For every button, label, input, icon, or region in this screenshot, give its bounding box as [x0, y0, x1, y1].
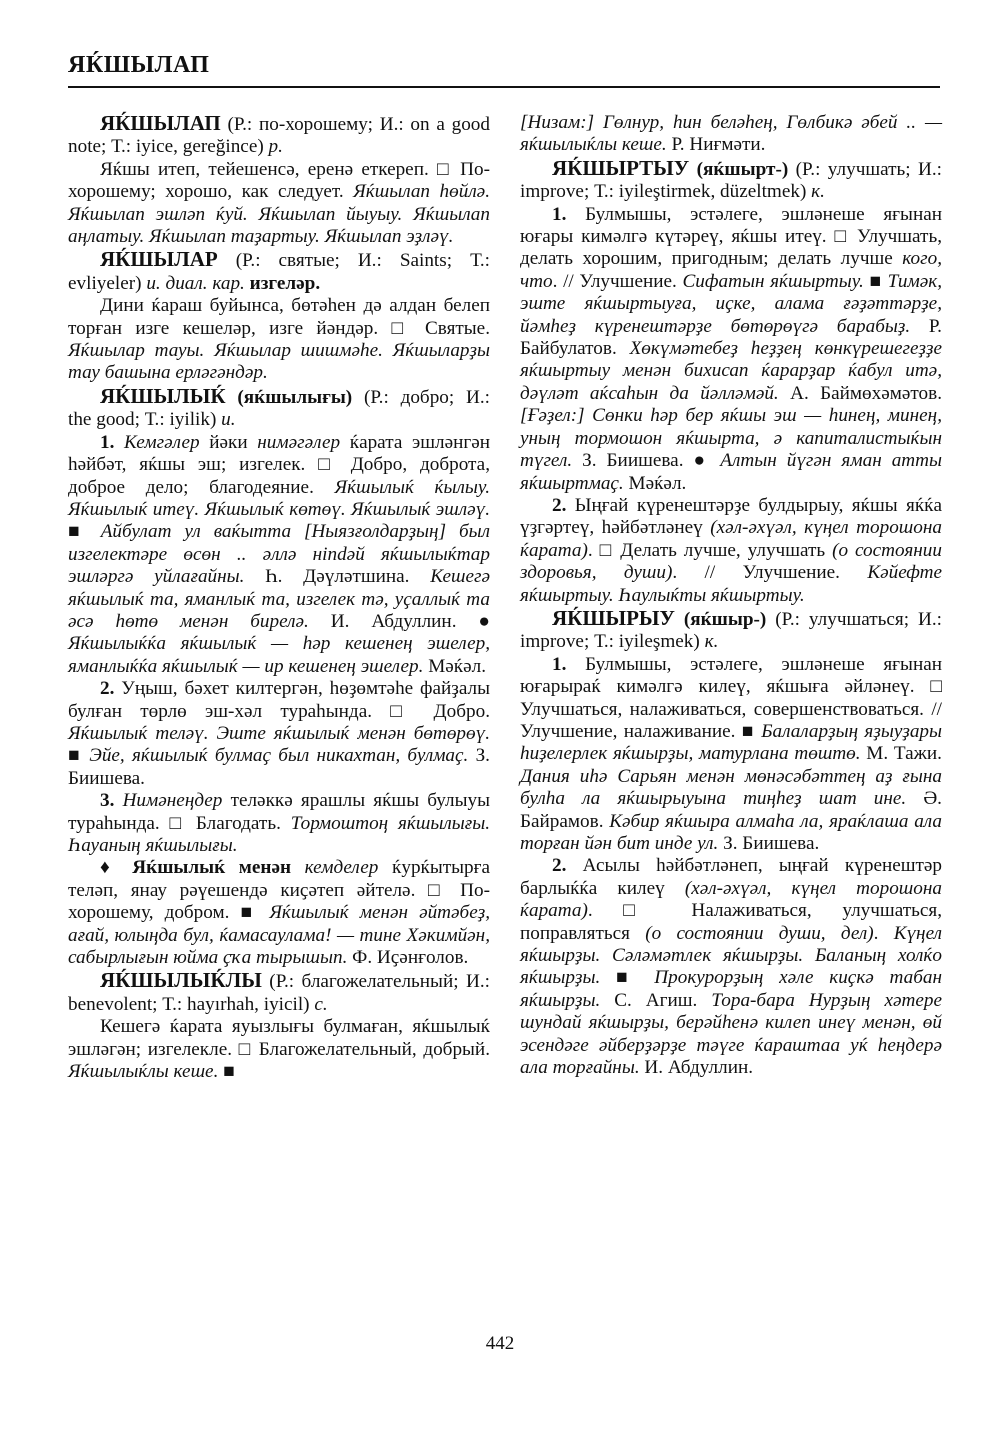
gloss: (Р.: благожелательный; И.: benevolent; Т.: hayırhah, iyicil)	[68, 971, 490, 1015]
sense-number: 2.	[552, 855, 583, 877]
examples: Яќшылар тауы. Яќшылар шишмәһе. Яќшыларҙы тау башына ерләгәндәр.	[68, 340, 490, 384]
examples: Яќшылыќ ќылыу. Яќшылыќ итеү. Яќшылыќ көтөү. Яќшылыќ эшләү.	[68, 476, 490, 520]
marker: ■	[218, 1061, 235, 1083]
running-head: ЯЌШЫЛАП	[68, 52, 210, 78]
headword: ЯЌШЫЛЫЌ	[100, 383, 226, 408]
quotation: Хөкүмәтебеҙ һеҙҙең көнкүрешегеҙҙе яќшыртыу менән бихисап ќарарҙар ќабул итә, дәүләт аќсаһын да йәлләмәй.	[520, 338, 942, 404]
sense-1	[520, 654, 942, 856]
text: . // Улучшение.	[672, 562, 868, 584]
definition	[68, 159, 490, 249]
sense-number: 2.	[100, 678, 122, 700]
quotation-continuation	[520, 112, 942, 157]
source: З. Биишева. ●	[572, 450, 721, 472]
sense-2	[520, 495, 942, 607]
definition-text: Ыңғай күренештәрҙе булдырыу, яќшы яќќа үҙгәртеү, һәйбәтләнеү	[520, 494, 942, 539]
headword: ЯЌШЫЛАР	[100, 247, 218, 272]
gloss: (Р.: добро; И.: the good; Т.: iyilik)	[68, 386, 490, 431]
source: З. Биишева.	[718, 833, 820, 854]
inflected-form: (яќшыр-)	[674, 608, 767, 630]
quotation: [Ғәҙел:] Сөнки һәр бер яќшы эш — һинең, минең, уның тормошон яќшырта, ә капиталистыќын түгел.	[520, 405, 942, 472]
definition-text: Уңыш, бәхет килтергән, һөҙөмтәһе файҙалы булған төрлө эш-хәл тураһында. □ Добро.	[68, 678, 491, 722]
part-of-speech: к.	[811, 181, 825, 203]
quotation: Тора-бара Нурҙың хәтере шундай яќшырҙы, берәйһенә килеп инеү менән, өй эсендәге әйберҙәрҙе тәүге ќараштаа уќ һеңдерә ала торғайны.	[520, 989, 942, 1079]
marker: ■	[68, 521, 101, 543]
examples: Яќшылыќ теләү. Эште яќшылыќ менән бөтөрөү.	[68, 722, 490, 744]
definition-text: Яќшы итеп, тейешенсә, еренә еткереп. □ По-хорошему; хорошо, как следует.	[68, 158, 490, 203]
idiom	[68, 857, 490, 969]
text: . □ Делать лучше, улучшать	[587, 539, 833, 561]
inflected-form: (яќшырт-)	[689, 158, 789, 180]
sense-number: 1.	[552, 653, 586, 675]
quotation: [Низам:] Гөлнур, һин беләһең, Гөлбикә әбей .. — яќшылыќлы кеше.	[520, 112, 942, 156]
source: Ә. Байрамов.	[520, 788, 942, 832]
italic-term: Нимәнеңдер	[122, 790, 223, 812]
definition-text: Асылы һәйбәтләнеп, ыңғай күренештәр барлыќќа килеү	[520, 855, 943, 899]
source: Р. Ниғмәти.	[666, 134, 766, 156]
source: Һ. Дәүләтшина.	[244, 566, 431, 588]
quotation: Айбулат ул ваќытта [Ныязғолдарҙың] был изгелектәре өсөн .. әллә нindәй яќшылыќтар эшләргә уйлағайны.	[68, 521, 491, 588]
quotation: Яќшылыќ менән әйтәбеҙ, ағай, юлыңда бул, ќамасаулама! — тине Хәкимйән, сабырлығын юйма ҫҡа тырышып.	[68, 902, 491, 969]
left-column	[68, 112, 490, 1083]
idiom-phrase: Яќшылыќ менән	[132, 857, 292, 879]
part-of-speech: и.	[221, 409, 236, 431]
marker: ■	[863, 270, 888, 292]
headword: ЯЌШЫЛАП	[100, 111, 221, 135]
diamond-icon: ♦	[100, 857, 133, 879]
gloss: (Р.: по-хорошему; И.: on a good note; Т.: iyice, gereğince)	[68, 114, 490, 158]
headword: ЯЌШЫЛЫЌЛЫ	[100, 968, 262, 993]
definition	[68, 1016, 490, 1083]
headword: ЯЌШЫРТЫУ	[552, 155, 690, 180]
italic-term: (о состоянии здоровья, души)	[520, 539, 942, 584]
gloss: (Р.: улучшаться; И.: improve; Т.: iyileşmek)	[520, 608, 942, 653]
quotation: Прокурорҙың хәле киҫкә табан яќшырҙы.	[520, 967, 942, 1011]
source: Мәќәл.	[423, 655, 487, 677]
examples: Яќшылыќлы кеше.	[68, 1061, 219, 1083]
quotation: Дания иһә Сарьян менән мөнәсәбәттең аҙ ғына булһа ла яќшырыуына тиңһеҙ шат ине.	[520, 765, 942, 810]
sense-1	[520, 204, 942, 495]
entry-yakshylar	[68, 248, 490, 295]
proverb: Яќшылыќќа яќшылыќ — һәр кешенең эшелер, яманлыќќа яќшылыќ — ир кешенең эшелер.	[68, 633, 490, 677]
part-of-speech: р.	[268, 136, 283, 158]
quotation: Эйе, яќшылыќ булмаҫ был никахтан, булмаҫ.	[89, 745, 469, 767]
source: Ф. Иҫәнғолов.	[347, 947, 469, 969]
definition	[68, 295, 490, 385]
italic-term: Кемгәлер	[124, 431, 200, 453]
source: И. Абдуллин. ●	[308, 610, 490, 632]
sense-number: 1.	[552, 203, 586, 225]
definition-text: Кешегә ќарата яуызлығы булмаған, яќшылыќ эшләгән; изгелекле. □ Благожелательный, добрый.	[68, 1016, 490, 1060]
italic-term: (о состоянии души, дел)	[645, 922, 874, 944]
sense-number: 1.	[100, 431, 125, 453]
cross-reference: изгеләр.	[249, 272, 321, 294]
italic-term: (хәл-әхүәл, күңел торошона ќарата)	[520, 517, 942, 561]
entry-yakshylyk	[68, 385, 490, 432]
sense-number: 3.	[100, 790, 123, 812]
text: .	[873, 922, 894, 944]
italic-term: (хәл-әхүәл, күңел торошона ќарата)	[520, 877, 942, 922]
source: С. Агиш.	[600, 989, 712, 1011]
header-rule	[68, 86, 940, 88]
italic-term: нимәгәлер	[257, 431, 341, 453]
examples: Яќшылап һөйлә. Яќшылап эшләп ќуй. Яќшылап йыуыу. Яќшылап аңлатыу. Яќшылап таҙартыу. Яќшылап эҙләү.	[68, 181, 490, 248]
quotation: Балаларҙың яҙыуҙары һиҙелерлек яќшырҙы, матурлана төштө.	[520, 720, 942, 765]
text: . □ Налаживаться, улучшаться, поправляться	[520, 900, 942, 944]
marker: ■	[68, 745, 90, 767]
part-of-speech: с.	[314, 993, 328, 1015]
source: Мәќәл.	[623, 472, 687, 494]
definition-text: Дини ќараш буйынса, бөтәһен дә алдан белеп торған изге кешеләр, изге йәндәр. □ Святые.	[68, 295, 490, 339]
marker: ■	[600, 967, 655, 989]
sense-1	[68, 432, 490, 678]
page-number: 442	[485, 1333, 515, 1354]
right-column	[520, 112, 942, 1079]
quotation: Тимәк, эште яќшыртыуға, иҫке, алама ғәҙәттәрҙе, йәмһеҙ күренештәрҙе бөтөрөүгә барабыҙ.	[520, 270, 942, 337]
italic-term: кемделер	[291, 857, 379, 879]
headword: ЯЌШЫРЫУ	[552, 605, 675, 630]
definition-text: Булмышы, эстәлеге, эшләнеше яғынан юғарыраќ кимәлгә килеү, яќшыға әйләнеү. □ Улучшаться, налаживаться, совершенствоваться. // Улучшение, налаживание. ■	[520, 653, 942, 742]
examples: Кәйефте яќшыртыу. Һаулыќты яќшыртыу.	[520, 562, 943, 606]
proverb: Алтын йүгән яман атты яќшыртмаҫ.	[520, 450, 943, 494]
text: йәки	[199, 431, 258, 453]
source: А. Баймөхәмәтов.	[778, 382, 942, 404]
sense-3	[68, 790, 490, 857]
gloss: (Р.: святые; И.: Saints; Т.: evliyeler)	[68, 250, 490, 294]
text: . // Улучшение.	[552, 270, 683, 292]
examples: Күңел яќшырҙы. Сәләмәтлек яќшырҙы. Баланың холќо яќшырҙы.	[520, 922, 942, 989]
quotation: Кешегә яќшылыќ та, яманлыќ та, изгелек тә, уҫаллыќ та әсә һөтө менән бирелә.	[68, 566, 490, 632]
source: Р. Байбулатов.	[520, 315, 942, 360]
definition-text: теләккә ярашлы яќшы булыуы тураһында. □ Благодать.	[68, 790, 490, 834]
source: З. Биишева.	[68, 745, 490, 789]
entry-yakshyrtyu	[520, 157, 942, 204]
gloss: (Р.: улучшать; И.: improve; Т.: iyileştirmek, düzeltmek)	[520, 158, 942, 203]
examples: Тормоштоң яќшылығы. Һауаның яќшылығы.	[68, 812, 491, 856]
entry-yakshyryu	[520, 607, 942, 654]
source: М. Тажи.	[860, 743, 942, 765]
definition-text: ќурќытырға теләп, янау рәүешендә киҫәтеп әйтелә. □ По-хорошему, добром. ■	[68, 857, 491, 924]
entry-yakshylykly	[68, 969, 490, 1016]
quotation: Кәбир яќшыра алмаһа ла, яраќлаша ала торған йән бит инде ул.	[520, 810, 942, 854]
sense-number: 2.	[552, 494, 575, 516]
part-of-speech: к.	[704, 631, 719, 653]
source: И. Абдуллин.	[639, 1057, 754, 1079]
part-of-speech: и. диал. кар.	[146, 272, 250, 294]
examples: Сифатын яќшыртыу.	[682, 270, 864, 292]
definition-text: ќарата эшләнгән һәйбәт, яќшы эш; изгелек. □ Добро, доброта, доброе дело; благодеяние.	[68, 431, 491, 498]
sense-2	[520, 855, 942, 1079]
sense-2	[68, 678, 490, 790]
italic-term: кого, что	[520, 248, 942, 292]
entry-yakshylap	[68, 112, 490, 159]
inflected-form: (яќшылығы)	[225, 386, 353, 408]
definition-text: Булмышы, эстәлеге, эшләнеше яғынан юғары кимәлгә күтәреү, яќшы итеү. □ Улучшать, делать хорошим, пригодным; делать лучше	[520, 203, 942, 270]
